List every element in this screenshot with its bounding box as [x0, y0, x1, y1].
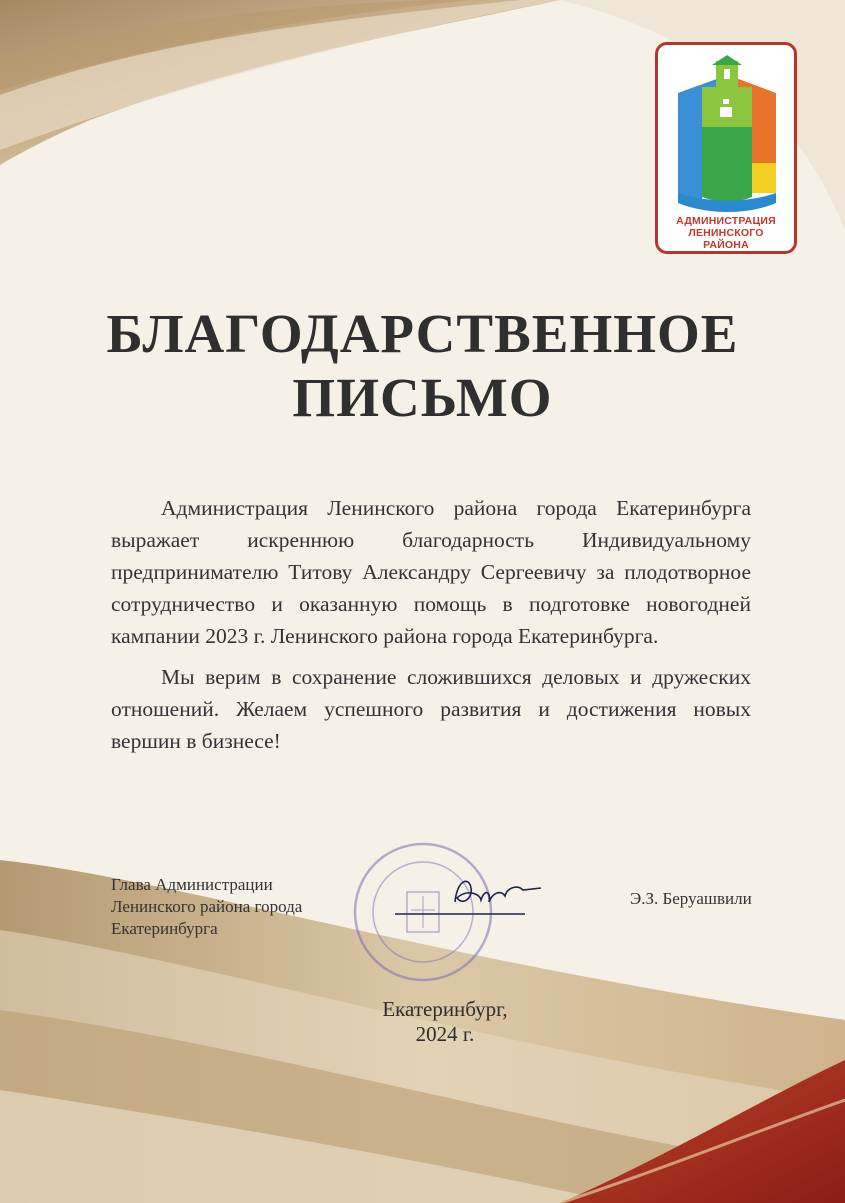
handwritten-signature: Берu [457, 900, 460, 901]
body-paragraph: Администрация Ленинского района города Екатеринбурга выражает искреннюю благодарность Индивидуальному предпринимателю Титову Александру Сергеевичу за плодотворное сотрудничество и оказанную помощь в подготовке новогодней кампании 2023 г. Ленинского района города Екатеринбурга. [111, 496, 751, 648]
position-line: Глава Администрации [111, 875, 273, 894]
logo-caption [658, 215, 794, 251]
body-paragraph: Мы верим в сохранение сложившихся деловых и дружеских отношений. Желаем успешного развития и достижения новых вершин в бизнесе! [111, 665, 751, 753]
place-city: Екатеринбург, [382, 997, 508, 1021]
signatory-position [111, 874, 302, 940]
letter-body [111, 492, 751, 757]
official-stamp [345, 840, 545, 990]
document-title: ПИСЬМО [292, 367, 553, 428]
document-title: БЛАГОДАРСТВЕННОЕ [106, 303, 739, 364]
logo-line: АДМИНИСТРАЦИЯ [676, 215, 776, 227]
logo-line: РАЙОНА [703, 239, 749, 251]
signatory-name: Э.З. Беруашвили [630, 889, 752, 908]
logo-line: ЛЕНИНСКОГО [688, 227, 764, 239]
position-line: Екатеринбурга [111, 919, 218, 938]
administration-logo [655, 42, 797, 254]
place-year: 2024 г. [415, 1022, 475, 1046]
position-line: Ленинского района города [111, 897, 303, 916]
building-emblem-icon [668, 53, 786, 213]
